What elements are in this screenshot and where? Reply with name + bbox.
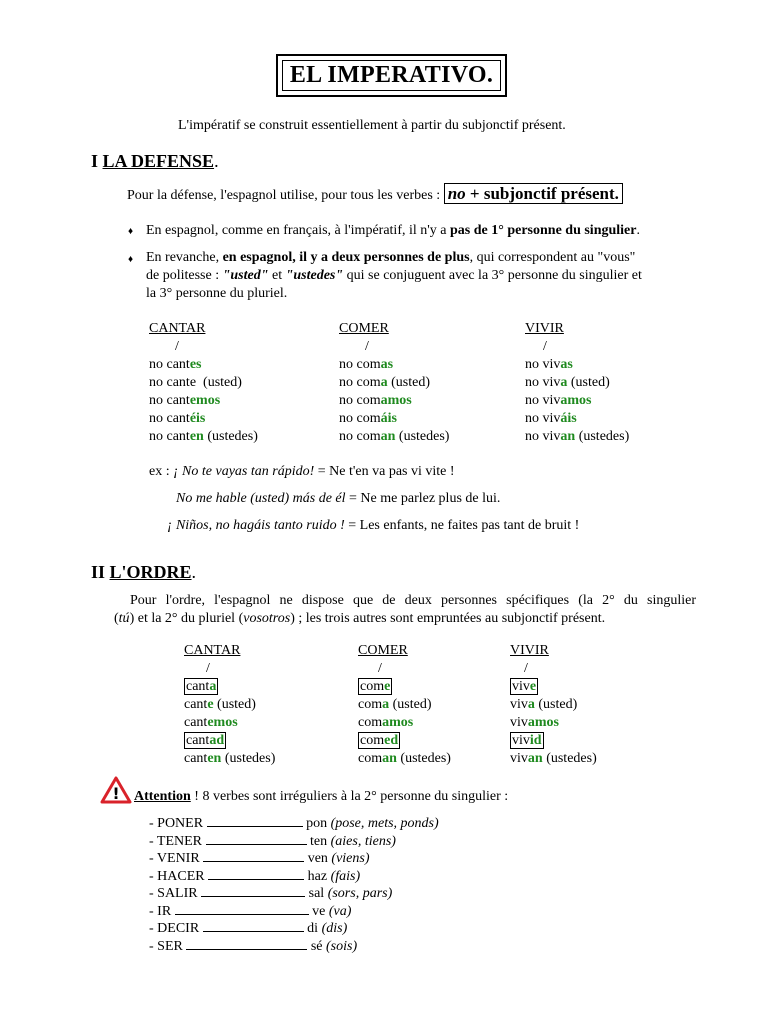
conj-row: cantemos	[184, 715, 238, 730]
conj-row: viva (usted)	[510, 697, 578, 712]
list-item: - VENIR ven (viens)	[149, 851, 370, 866]
section-1-title: LA DEFENSE	[102, 151, 215, 171]
list-item: - SALIR sal (sors, pars)	[149, 886, 393, 901]
conj-row: comamos	[358, 715, 414, 730]
col-slash: /	[524, 661, 528, 676]
conj-row: no cantes	[149, 357, 202, 372]
conj-row: coma (usted)	[358, 697, 432, 712]
col-slash: /	[175, 339, 179, 354]
irregular-verbs-list	[149, 815, 439, 955]
col-head: VIVIR	[510, 643, 549, 658]
example-2-es: No me hable (usted) más de él	[176, 491, 346, 506]
col-slash: /	[365, 339, 369, 354]
section-1-dot: .	[214, 151, 219, 171]
ordre-line-2: (tú) et la 2° du pluriel (vosotros) ; les trois autres sont empruntées au subjonctif présent.	[114, 611, 606, 626]
list-item: - DECIR di (dis)	[149, 921, 348, 936]
example-3	[167, 517, 579, 535]
bullet-1-text-end: .	[636, 223, 640, 238]
conj-row: no viva (usted)	[525, 375, 610, 390]
col-head: COMER	[358, 643, 408, 658]
section-2-dot: .	[191, 562, 197, 582]
conj-row: no coman (ustedes)	[339, 429, 450, 444]
list-item: - TENER ten (aies, tiens)	[149, 833, 396, 849]
conj-row: canten (ustedes)	[184, 751, 276, 766]
conj-row: no canten (ustedes)	[149, 429, 258, 444]
bullet-2-ustedes: "ustedes"	[285, 268, 344, 283]
conj-row: cante (usted)	[184, 697, 256, 712]
example-3-es: ¡ Niños, no hagáis tanto ruido !	[167, 518, 345, 533]
defense-rule-no: no	[447, 184, 466, 203]
conj-row: no comáis	[339, 411, 397, 426]
conj-row: no cantemos	[149, 393, 221, 408]
page-title: EL IMPERATIVO.	[282, 60, 501, 91]
warning-icon	[100, 776, 132, 804]
example-1-es: ¡ No te vayas tan rápido!	[173, 464, 315, 479]
example-1	[149, 463, 455, 481]
defense-rule-box	[444, 183, 623, 204]
ordre-paragraph	[114, 592, 696, 628]
conj-row: no vivamos	[525, 393, 592, 408]
bullet-1-text-a: En espagnol, comme en français, à l'impératif, il n'y a	[146, 223, 450, 238]
conj-row: canta	[186, 679, 217, 694]
conj-row: vivamos	[510, 715, 560, 730]
bullet-1	[128, 222, 133, 241]
example-2	[176, 490, 500, 508]
example-prefix: ex :	[149, 464, 174, 479]
list-item: - IR ve (va)	[149, 903, 352, 919]
conj-row: coman (ustedes)	[358, 751, 451, 766]
attention-label: Attention	[134, 789, 191, 804]
conj-row: vivan (ustedes)	[510, 751, 597, 766]
bullet-2-l2-c: et	[268, 268, 286, 283]
conj-row: no vivas	[525, 357, 573, 372]
conj-row: no cante (usted)	[149, 375, 242, 390]
col-slash: /	[206, 661, 210, 676]
bullet-2	[128, 250, 133, 269]
defense-col-vivir	[525, 320, 629, 446]
bullet-2-l1-bold: en espagnol, il y a deux personnes de plus	[222, 250, 470, 265]
bullet-diamond-icon: ♦	[128, 226, 134, 237]
defense-rule-rest: + subjonctif présent.	[465, 184, 619, 203]
bullet-2-usted: "usted"	[222, 268, 269, 283]
list-item: - HACER haz (fais)	[149, 868, 361, 884]
bullet-2-line-2	[146, 267, 698, 285]
conj-row: cantad	[186, 733, 225, 748]
conj-row: vive	[512, 679, 537, 694]
section-2-number: II	[91, 562, 106, 582]
bullet-2-l2-e: qui se conjuguent avec la 3° personne du singulier et	[343, 268, 642, 283]
conj-row: no comamos	[339, 393, 412, 408]
col-head: COMER	[339, 321, 389, 336]
conj-row: no vivan (ustedes)	[525, 429, 630, 444]
col-head: CANTAR	[149, 321, 206, 336]
list-item: - PONER pon (pose, mets, ponds)	[149, 816, 439, 831]
example-3-fr: = Les enfants, ne faites pas tant de bruit !	[344, 518, 580, 533]
list-item: - SER sé (sois)	[149, 938, 358, 954]
defense-col-cantar	[149, 320, 258, 446]
ordre-line-1: Pour l'ordre, l'espagnol ne dispose que de deux personnes spécifiques (la 2° du singulier	[130, 593, 696, 608]
col-slash: /	[378, 661, 382, 676]
conj-row: no coma (usted)	[339, 375, 430, 390]
example-2-fr: = Ne me parlez plus de lui.	[345, 491, 501, 506]
section-2-title: L'ORDRE	[109, 562, 192, 582]
conj-row: comed	[360, 733, 399, 748]
conj-row: come	[360, 679, 391, 694]
bullet-2-l2-a: de politesse :	[146, 268, 223, 283]
ordre-col-comer	[358, 642, 451, 768]
intro-text: L'impératif se construit essentiellement à partir du subjonctif présent.	[178, 118, 566, 133]
example-1-fr: = Ne t'en va pas vi vite !	[314, 464, 455, 479]
defense-col-comer	[339, 320, 449, 446]
bullet-2-line-1	[146, 249, 698, 267]
conj-row: no comas	[339, 357, 394, 372]
title-box	[276, 54, 507, 97]
bullet-1-text-bold: pas de 1° personne du singulier	[450, 223, 637, 238]
bullet-2-line-3: la 3° personne du pluriel.	[146, 286, 288, 301]
attention-line	[134, 788, 508, 806]
conj-row: vivid	[512, 733, 542, 748]
ordre-col-vivir	[510, 642, 597, 768]
bullet-2-l1-c: , qui correspondent au "vous"	[469, 250, 636, 265]
bullet-2-l1-a: En revanche,	[146, 250, 223, 265]
col-head: CANTAR	[184, 643, 241, 658]
svg-text:!: !	[112, 784, 120, 803]
section-1-heading	[91, 151, 219, 172]
conj-row: no cantéis	[149, 411, 206, 426]
section-2-heading	[91, 562, 196, 583]
section-1-number: I	[91, 151, 99, 171]
col-head: VIVIR	[525, 321, 564, 336]
attention-text: ! 8 verbes sont irréguliers à la 2° personne du singulier :	[190, 789, 509, 804]
bullet-2-text	[146, 249, 698, 303]
defense-rule	[127, 184, 623, 206]
bullet-diamond-icon: ♦	[128, 254, 134, 265]
conj-row: no viváis	[525, 411, 577, 426]
bullet-1-text	[146, 222, 640, 240]
col-slash: /	[543, 339, 547, 354]
defense-rule-text: Pour la défense, l'espagnol utilise, pour tous les verbes :	[127, 188, 441, 203]
ordre-col-cantar	[184, 642, 275, 768]
